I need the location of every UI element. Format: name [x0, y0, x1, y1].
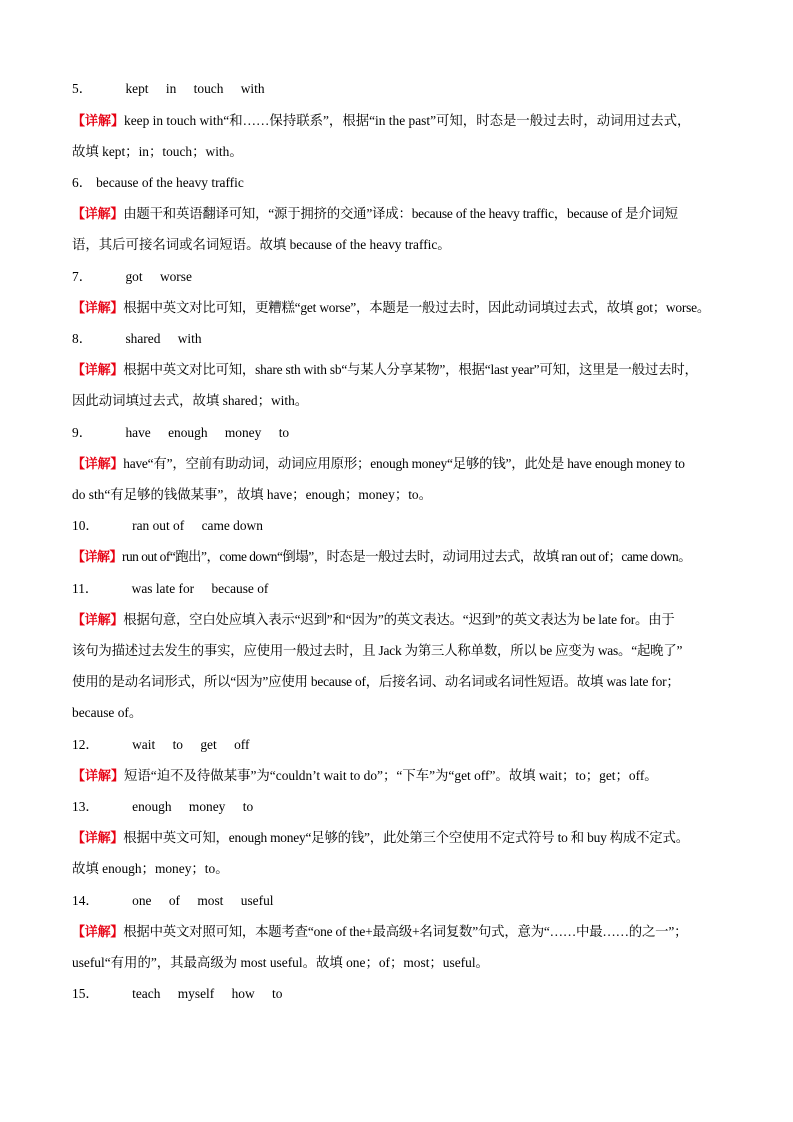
explanation-tag: 【详解】	[72, 769, 125, 784]
explanation-tag: 【详解】	[72, 301, 124, 316]
answer-line-8	[72, 331, 732, 347]
explanation-text: 故填 enough；money；to。	[72, 861, 229, 876]
explanation-line	[72, 300, 732, 317]
answer-word: came down	[201, 518, 263, 533]
answer-word: enough	[132, 799, 172, 814]
explanation-text: keep in touch with“和……保持联系”，根据“in the past”可知，时态是一般过去时，动词用过去式，	[124, 113, 691, 128]
item-number: 10．	[72, 518, 99, 533]
answer-line-7	[72, 269, 732, 285]
explanation-text: 语，其后可接名词或名词短语。故填 because of the heavy traffic。	[72, 237, 451, 252]
explanation-line	[72, 643, 732, 659]
explanation-text: useful“有用的”，其最高级为 most useful。故填 one；of；most；useful。	[72, 955, 489, 970]
answer-word: teach	[132, 986, 161, 1001]
answer-word: was late for	[131, 581, 195, 596]
answer-word: in	[165, 81, 177, 96]
answer-line-14	[72, 893, 732, 909]
explanation-line	[72, 705, 732, 721]
item-number: 12．	[72, 737, 99, 752]
explanation-line	[72, 924, 732, 941]
answer-word: how	[231, 986, 255, 1001]
explanation-text: 该句为描述过去发生的事实，应使用一般过去时，且 Jack 为第三人称单数，所以 be 应变为 was。“起晚了”	[72, 643, 683, 658]
answer-word: with	[240, 81, 265, 96]
explanation-text: 根据中英文对照可知，本题考查“one of the+最高级+名词复数”句式，意为“……中最……的之一”；	[123, 924, 688, 939]
answer-word: get	[200, 737, 217, 752]
answer-word: off	[234, 737, 250, 752]
answer-word: enough	[168, 425, 208, 440]
explanation-text: do sth“有足够的钱做某事”，故填 have；enough；money；to。	[72, 487, 433, 502]
answer-word: got	[125, 269, 143, 284]
answer-word: worse	[159, 269, 192, 284]
explanation-tag: 【详解】	[72, 207, 124, 222]
answer-line-12	[72, 737, 732, 753]
answer-line-11	[72, 581, 732, 597]
item-number: 9．	[72, 425, 93, 440]
item-number: 13．	[72, 799, 99, 814]
explanation-line	[72, 456, 732, 473]
answer-line-9	[72, 425, 732, 441]
answer-word: with	[177, 331, 202, 346]
explanation-text: 短语“迫不及待做某事”为“couldn’t wait to do”；“下车”为“get off”。故填 wait；to；get；off。	[124, 768, 658, 783]
answer-word: shared	[125, 331, 161, 346]
explanation-tag: 【详解】	[72, 363, 124, 378]
answer-word: to	[271, 986, 283, 1001]
explanation-line	[72, 237, 732, 253]
explanation-line	[72, 674, 732, 690]
item-number: 14．	[72, 893, 99, 908]
explanation-line	[72, 830, 732, 847]
answer-word: money	[224, 425, 262, 440]
answer-word: most	[197, 893, 224, 908]
explanation-line	[72, 206, 732, 223]
item-number: 5．	[72, 81, 93, 96]
item-number: 8．	[72, 331, 93, 346]
explanation-text: 使用的是动名词形式，所以“因为”应使用 because of，后接名词、动名词或名词性短语。故填 was late for；	[72, 674, 680, 689]
explanation-tag: 【详解】	[72, 457, 124, 472]
answer-line-15	[72, 986, 732, 1002]
explanation-line	[72, 861, 732, 877]
answer-word: of	[168, 893, 180, 908]
explanation-tag: 【详解】	[72, 550, 123, 565]
answer-word: touch	[193, 81, 224, 96]
answer-line-5	[72, 81, 732, 97]
explanation-text: 根据句意，空白处应填入表示“迟到”和“因为”的英文表达。“迟到”的英文表达为 be late for。由于	[123, 612, 675, 627]
explanation-line	[72, 768, 732, 785]
explanation-text: 故填 kept；in；touch；with。	[72, 144, 243, 159]
explanation-text: 根据中英文对比可知，更糟糕“get worse”，本题是一般过去时，因此动词填过去式，故填 got；worse。	[123, 300, 711, 315]
answer-word: to	[242, 799, 254, 814]
explanation-line	[72, 393, 732, 409]
explanation-text: 根据中英文对比可知，share sth with sb“与某人分享某物”，根据“last year”可知，这里是一般过去时，	[123, 362, 698, 377]
explanation-line	[72, 362, 732, 379]
explanation-line	[72, 612, 732, 629]
explanation-text: 根据中英文可知，enough money“足够的钱”，此处第三个空使用不定式符号 to 和 buy 构成不定式。	[123, 830, 689, 845]
explanation-line	[72, 113, 732, 130]
item-number: 11．	[72, 581, 99, 596]
item-number: 7．	[72, 269, 93, 284]
explanation-line	[72, 549, 732, 566]
item-number: 15．	[72, 986, 99, 1001]
explanation-tag: 【详解】	[72, 114, 125, 129]
explanation-line	[72, 955, 732, 971]
answer-word: kept	[125, 81, 149, 96]
answer-word: to	[278, 425, 290, 440]
answer-word: to	[172, 737, 183, 752]
explanation-text: 由题干和英语翻译可知，“源于拥挤的交通”译成：because of the heavy traffic，because of 是介词短	[123, 206, 678, 221]
answer-word: myself	[177, 986, 215, 1001]
answer-word: ran out of	[132, 518, 185, 533]
explanation-tag: 【详解】	[72, 925, 124, 940]
item-number: 6．	[72, 175, 93, 190]
answer-word: because of	[211, 581, 269, 596]
explanation-text: have“有”，空前有助动词，动词应用原形；enough money“足够的钱”，此处是 have enough money to	[123, 456, 685, 471]
explanation-line	[72, 144, 732, 160]
explanation-tag: 【详解】	[72, 613, 124, 628]
answer-line-6	[72, 175, 732, 191]
explanation-tag: 【详解】	[72, 831, 124, 846]
answer-line-13	[72, 799, 732, 815]
answer-word: useful	[240, 893, 274, 908]
answer-word: have	[125, 425, 151, 440]
answer-word: wait	[132, 737, 156, 752]
answer-line-10	[72, 518, 732, 534]
explanation-text: run out of“跑出”，come down“倒塌”，时态是一般过去时，动词用过去式，故填 ran out of；came down。	[122, 549, 692, 564]
answer-text: because of the heavy traffic	[96, 175, 244, 190]
answer-word: money	[188, 799, 226, 814]
answer-word: one	[132, 893, 152, 908]
explanation-text: 因此动词填过去式，故填 shared；with。	[72, 393, 309, 408]
explanation-text: because of。	[72, 705, 143, 720]
explanation-line	[72, 487, 732, 503]
